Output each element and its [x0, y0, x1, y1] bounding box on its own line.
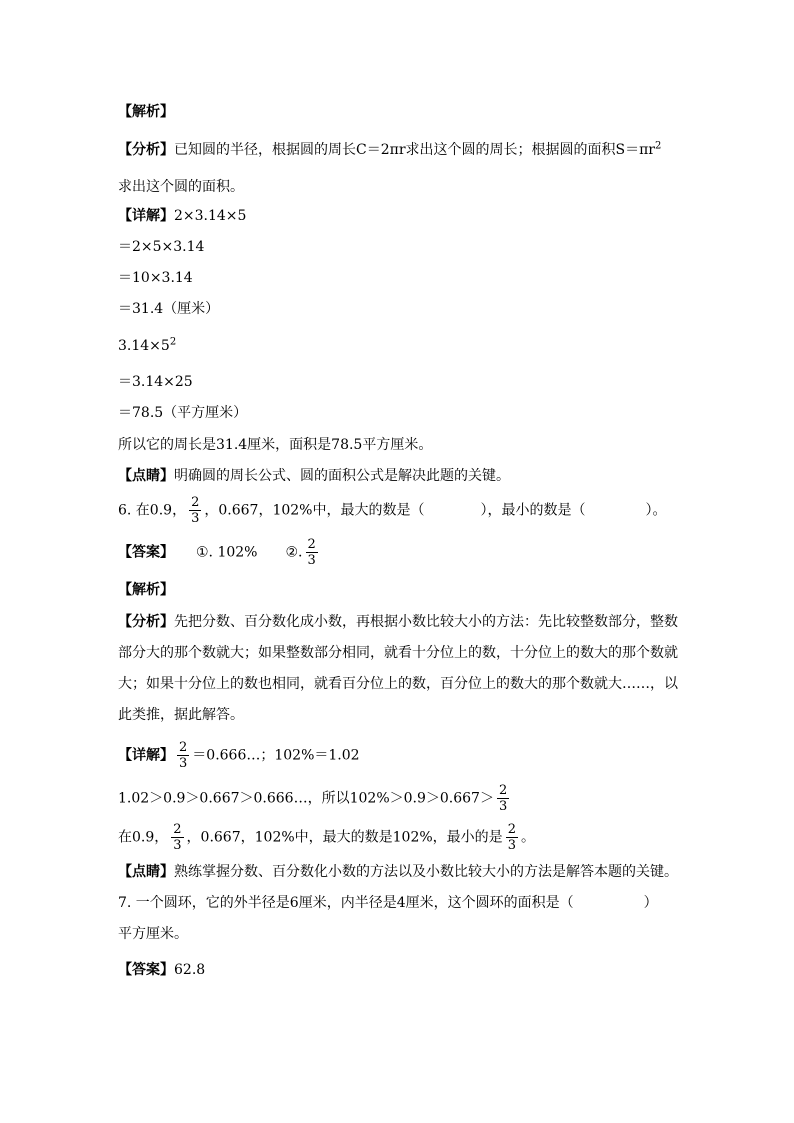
question-text: ），最小的数是（	[480, 502, 586, 519]
calc-step: ＝2×5×3.14	[118, 239, 205, 255]
fraction-numerator: 2	[498, 783, 508, 798]
calc-base: 3.14×5	[118, 338, 170, 354]
fraction-numerator: 2	[307, 537, 316, 552]
question-text: 平方厘米。	[118, 926, 188, 942]
fraction-denominator: 3	[507, 838, 516, 853]
circumference-formula: C＝2πr	[356, 142, 406, 158]
question-text: 6. 在0.9，	[118, 502, 187, 519]
calc-step: 2×3.14×5	[174, 208, 247, 224]
analysis-text: 求出这个圆的周长；根据圆的面积	[405, 142, 616, 158]
analysis-label: 【分析】	[118, 614, 174, 630]
answer-item: ①. 102%	[196, 544, 258, 561]
calc-step: ＝78.5（平方厘米）	[118, 405, 248, 421]
question-text: ）	[643, 895, 658, 911]
detail-label: 【详解】	[118, 208, 174, 224]
fraction-denominator: 3	[191, 511, 200, 526]
fraction-numerator: 2	[191, 495, 200, 510]
fraction	[171, 823, 183, 852]
conclusion-text: 所以它的周长是31.4厘米，面积是78.5平方厘米。	[118, 437, 433, 453]
conclusion-text	[118, 823, 535, 852]
fraction-numerator: 2	[179, 740, 188, 755]
conclusion-part: 在0.9，	[118, 829, 169, 846]
fraction	[497, 784, 509, 813]
question-6	[118, 496, 666, 525]
analysis-text-line: 大；如果十分位上的数也相同，就看百分位上的数，百分位上的数大的那个数就大……，以	[118, 676, 678, 692]
answer-7	[118, 960, 205, 980]
analysis-heading: 【解析】	[118, 582, 174, 598]
answer-6	[118, 538, 321, 567]
conclusion-part: ，0.667，102%中，最大的数是102%，最小的是	[186, 829, 503, 846]
detail-label: 【详解】	[118, 747, 174, 764]
detail-line	[118, 741, 360, 770]
fraction-denominator: 3	[498, 799, 508, 814]
answer-item: ②.	[285, 544, 303, 561]
fraction	[189, 496, 201, 525]
remark-text: 熟练掌握分数、百分数化小数的方法以及小数比较大小的方法是解答本题的关键。	[174, 864, 678, 880]
question-7	[118, 893, 658, 913]
analysis-text-line: 部分大的那个数就大；如果整数部分相同，就看十分位上的数，十分位上的数大的那个数就	[118, 645, 678, 661]
fraction	[506, 823, 518, 852]
calc-step: ＝31.4（厘米）	[118, 301, 220, 317]
analysis-heading: 【解析】	[118, 104, 174, 120]
answer-label: 【答案】	[118, 962, 174, 978]
exponent: 2	[169, 336, 177, 348]
question-text: 7. 一个圆环，它的外半径是6厘米，内半径是4厘米，这个圆环的面积是（	[118, 895, 574, 911]
analysis-text-line: 求出这个圆的面积。	[118, 179, 244, 195]
analysis-text: 已知圆的半径，根据圆的周长	[174, 142, 356, 158]
comparison-text: 1.02＞0.9＞0.667＞0.666…，所以102%＞0.9＞0.667＞	[118, 790, 494, 807]
fraction-denominator: 3	[307, 553, 316, 568]
detail-line	[118, 206, 246, 226]
remark-label: 【点睛】	[118, 864, 174, 880]
question-text: ，0.667，102%中，最大的数是（	[204, 502, 425, 519]
remark-line	[118, 862, 678, 882]
analysis-text-line: 此类推，据此解答。	[118, 707, 244, 723]
remark-line	[118, 466, 510, 486]
calc-step	[118, 784, 512, 813]
fraction	[306, 538, 318, 567]
exponent: 2	[655, 140, 662, 152]
conclusion-part: 。	[520, 829, 535, 846]
analysis-text-line	[118, 612, 678, 632]
analysis-label: 【分析】	[118, 142, 174, 158]
fraction-numerator: 2	[173, 822, 182, 837]
analysis-text: 先把分数、百分数化成小数，再根据小数比较大小的方法：先比较整数部分，整数	[174, 614, 678, 630]
calc-step: ＝3.14×25	[118, 374, 193, 390]
question-text: ）。	[645, 502, 667, 519]
calc-step	[118, 336, 176, 356]
remark-text: 明确圆的周长公式、圆的面积公式是解决此题的关键。	[174, 468, 510, 484]
area-formula: S＝πr	[615, 142, 655, 158]
fraction	[177, 741, 189, 770]
calc-step: ＝0.666…；102%＝1.02	[192, 747, 360, 764]
fraction-denominator: 3	[179, 756, 188, 771]
answer-label: 【答案】	[118, 544, 174, 561]
calc-step: ＝10×3.14	[118, 270, 193, 286]
fraction-denominator: 3	[173, 838, 182, 853]
answer-value: 62.8	[174, 962, 206, 978]
remark-label: 【点睛】	[118, 468, 174, 484]
fraction-numerator: 2	[507, 822, 516, 837]
analysis-text-line	[118, 140, 661, 160]
